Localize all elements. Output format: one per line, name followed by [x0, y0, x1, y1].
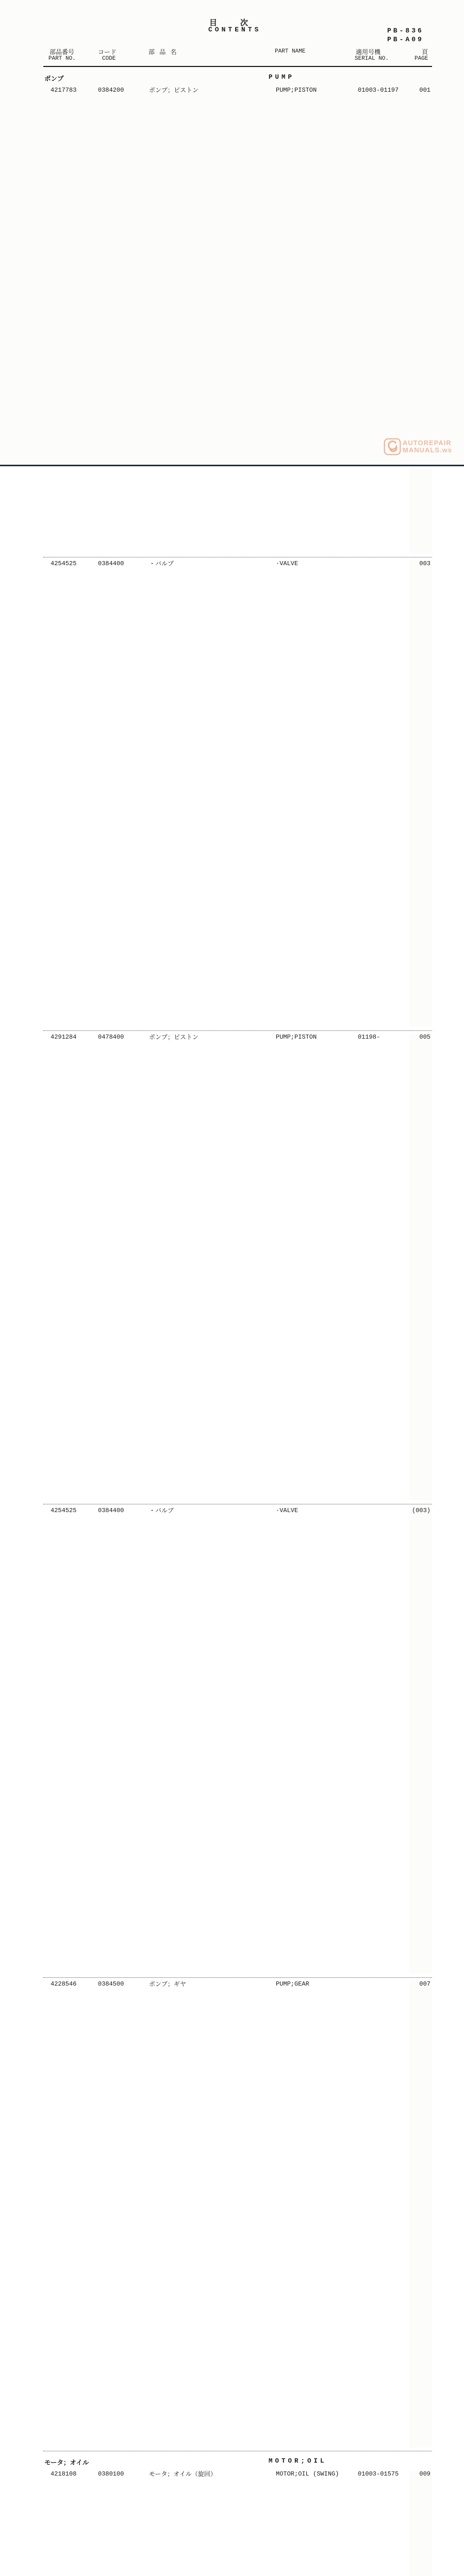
cell-part-no: 4254525: [51, 560, 77, 567]
cell-part-name-jp: ポンプ；ピストン: [149, 87, 199, 94]
cell-part-no: 4291284: [51, 1033, 77, 1041]
cell-code: 0384400: [98, 560, 124, 567]
cell-part-no: 4254525: [51, 1507, 77, 1514]
cell-code: 0384200: [98, 87, 124, 94]
cell-part-no: 4217783: [51, 87, 77, 94]
col-header-page-en: PAGE: [415, 56, 428, 62]
col-header-part-name-en: PART NAME: [275, 48, 306, 55]
watermark-line2: MANUALS.ws: [403, 446, 452, 454]
table-row: [43, 84, 432, 557]
cell-part-name-en: PUMP;GEAR: [276, 1980, 309, 1988]
section-title-jp: モータ；オイル: [44, 2459, 89, 2466]
table-row: [43, 557, 432, 1031]
col-header-part-no-jp: 部品番号: [49, 48, 75, 56]
doc-code-2: PB-A09: [387, 36, 424, 43]
col-header-code-en: CODE: [102, 56, 116, 62]
cell-part-name-en: PUMP;PISTON: [276, 87, 317, 94]
col-header-name-jp: 部 品 名: [148, 48, 178, 56]
header-rule: [43, 66, 432, 67]
title-jp-right: 次: [240, 19, 249, 27]
cell-code: 0380100: [98, 2470, 124, 2478]
table-row: [43, 1504, 432, 1978]
cell-part-name-en: PUMP;PISTON: [276, 1033, 317, 1041]
section-title-jp: ポンプ: [44, 75, 64, 82]
col-header-code-jp: コード: [98, 48, 117, 56]
col-header-serial-jp: 適用号機: [356, 48, 381, 56]
cell-part-name-jp: ・バルブ: [149, 560, 174, 567]
watermark-line1: AUTOREPAIR: [403, 439, 452, 447]
cell-code: 0478400: [98, 1033, 124, 1041]
cell-serial-no: 01003-01575: [358, 2470, 399, 2478]
section-title-en: PUMP: [269, 74, 295, 81]
cell-part-name-jp: ポンプ；ギヤ: [149, 1980, 187, 1988]
table-section: [43, 2458, 432, 2576]
table-row: [43, 2468, 432, 2576]
contents-table: [43, 67, 432, 2576]
scan-bottom-edge: [0, 465, 464, 466]
section-header: [43, 74, 432, 82]
col-header-page-jp: 頁: [422, 48, 428, 56]
cell-page: 001: [409, 87, 432, 553]
cell-page: (003): [409, 1507, 432, 1974]
cell-part-name-en: ·VALVE: [276, 560, 299, 567]
table-section: [43, 74, 432, 2451]
cell-part-no: 4218108: [51, 2470, 77, 2478]
section-header: [43, 2458, 432, 2466]
cell-part-name-jp: ・バルブ: [149, 1507, 174, 1514]
cell-page: 007: [409, 1981, 432, 2447]
cell-code: 0384500: [98, 1980, 124, 1988]
cell-page: 005: [409, 1034, 432, 1500]
cell-serial-no: 01198-: [358, 1033, 380, 1041]
cell-part-name-en: ·VALVE: [276, 1507, 299, 1514]
document-codes: [387, 26, 424, 44]
cell-page: 009: [409, 2471, 432, 2576]
col-header-serial-en: SERIAL NO.: [355, 56, 389, 62]
table-row: [43, 1031, 432, 1504]
page-title-en: CONTENTS: [208, 26, 261, 33]
cell-part-no: 4228546: [51, 1980, 77, 1988]
cell-code: 0384400: [98, 1507, 124, 1514]
cell-page: 003: [409, 561, 432, 1027]
cell-part-name-en: MOTOR;OIL (SWING): [276, 2470, 339, 2478]
table-row: [43, 1978, 432, 2451]
title-jp-left: 目: [209, 19, 218, 27]
cell-part-name-jp: モータ；オイル（旋回）: [149, 2470, 217, 2478]
col-header-part-no-en: PART NO.: [48, 56, 76, 62]
cell-part-name-jp: ポンプ；ピストン: [149, 1033, 199, 1041]
cell-serial-no: 01003-01197: [358, 87, 399, 94]
doc-code-1: PB-836: [387, 27, 424, 35]
section-title-en: MOTOR;OIL: [269, 2458, 327, 2465]
